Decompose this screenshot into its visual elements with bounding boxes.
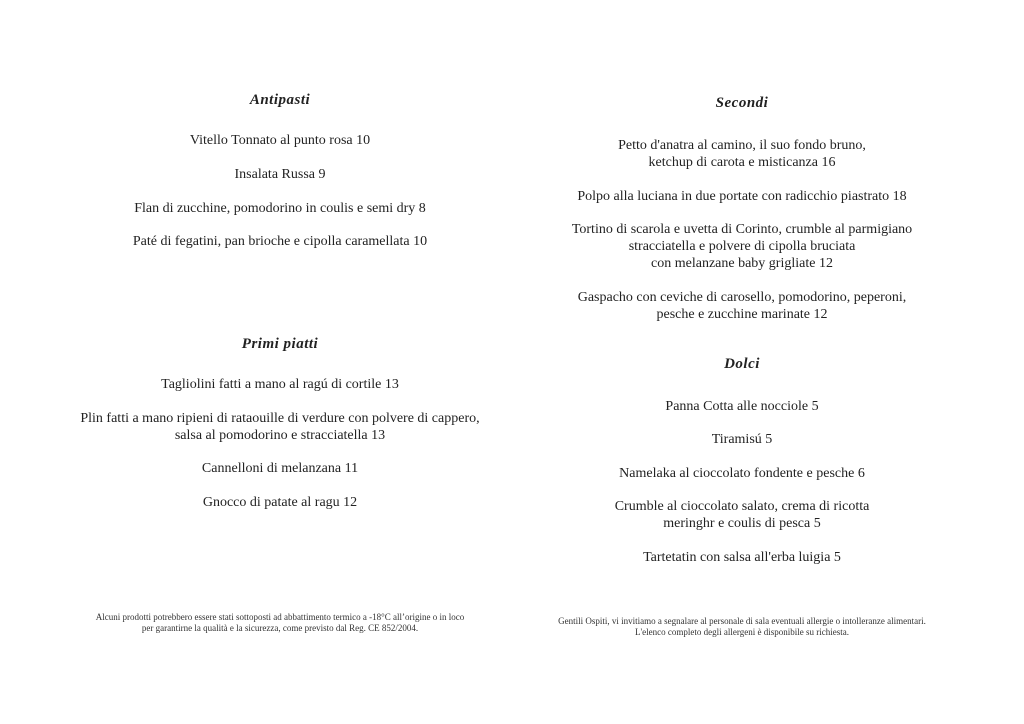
menu-item <box>40 376 520 393</box>
primi-title: Primi piatti <box>241 336 319 352</box>
allergen-note <box>520 616 964 638</box>
menu-item-text: ketchup di carota e misticanza 16 <box>648 155 836 170</box>
secondi-title: Secondi <box>715 95 769 111</box>
menu-item-text: Vitello Tonnato al punto rosa 10 <box>189 133 371 148</box>
menu-item-text: Paté di fegatini, pan brioche e cipolla caramellata 10 <box>132 234 428 249</box>
menu-item-text: Tortino di scarola e uvetta di Corinto, crumble al parmigiano <box>571 222 913 237</box>
menu-item-text: Insalata Russa 9 <box>234 167 326 182</box>
menu-item <box>520 137 964 171</box>
menu-item-text: Tagliolini fatti a mano al ragú di cortile 13 <box>161 377 399 392</box>
menu-item-text: Tartetatin con salsa all'erba luigia 5 <box>643 550 841 565</box>
menu-item-text: stracciatella e polvere di cipolla bruciata <box>628 239 856 254</box>
menu-item-text: Crumble al cioccolato salato, crema di ricotta <box>614 499 870 514</box>
menu-item <box>520 221 964 272</box>
menu-item-text: Cannelloni di melanzana 11 <box>201 461 359 476</box>
note-text: per garantirne la qualità e la sicurezza, come previsto dal Reg. CE 852/2004. <box>141 623 419 633</box>
menu-item <box>520 498 964 532</box>
menu-item <box>40 494 520 511</box>
menu-item <box>40 460 520 477</box>
menu-item-text: meringhr e coulis di pesca 5 <box>663 516 821 531</box>
menu-item <box>520 188 964 205</box>
menu-item-text: con melanzane baby grigliate 12 <box>651 256 833 271</box>
menu-item <box>40 166 520 183</box>
menu-item <box>520 431 964 448</box>
menu-item-text: Flan di zucchine, pomodorino in coulis e semi dry 8 <box>134 201 426 216</box>
menu-item <box>40 200 520 217</box>
menu-item-text: Namelaka al cioccolato fondente e pesche 6 <box>619 466 865 481</box>
menu-item <box>520 398 964 415</box>
note-text: L'elenco completo degli allergeni è disponibile su richiesta. <box>635 627 849 637</box>
menu-item <box>520 465 964 482</box>
menu-item-text: salsa al pomodorino e stracciatella 13 <box>174 428 386 443</box>
menu-item <box>520 289 964 323</box>
menu-item-text: Gaspacho con ceviche di carosello, pomodorino, peperoni, <box>577 290 907 305</box>
menu-item-text: Plin fatti a mano ripieni di rataouille di verdure con polvere di cappero, <box>80 411 480 426</box>
note-text: Alcuni prodotti potrebbero essere stati sottoposti ad abbattimento termico a -18°C all’origine o in loco <box>95 612 465 622</box>
antipasti-title: Antipasti <box>249 92 311 108</box>
menu-item-text: Panna Cotta alle nocciole 5 <box>665 399 819 414</box>
menu-item <box>520 549 964 566</box>
note-text: Gentili Ospiti, vi invitiamo a segnalare al personale di sala eventuali allergie o intolleranze alimentari. <box>558 616 926 626</box>
menu-item-text: Tiramisú 5 <box>711 432 773 447</box>
menu-item-text: Polpo alla luciana in due portate con radicchio piastrato 18 <box>577 189 907 204</box>
menu-item-text: pesche e zucchine marinate 12 <box>656 307 828 322</box>
menu-item <box>40 132 520 149</box>
menu-item-text: Gnocco di patate al ragu 12 <box>202 495 358 510</box>
menu-item <box>40 233 520 250</box>
menu-item-text: Petto d'anatra al camino, il suo fondo bruno, <box>618 138 866 153</box>
thermal-treatment-note <box>40 612 520 634</box>
dolci-title: Dolci <box>724 356 760 372</box>
menu-item <box>40 410 520 444</box>
